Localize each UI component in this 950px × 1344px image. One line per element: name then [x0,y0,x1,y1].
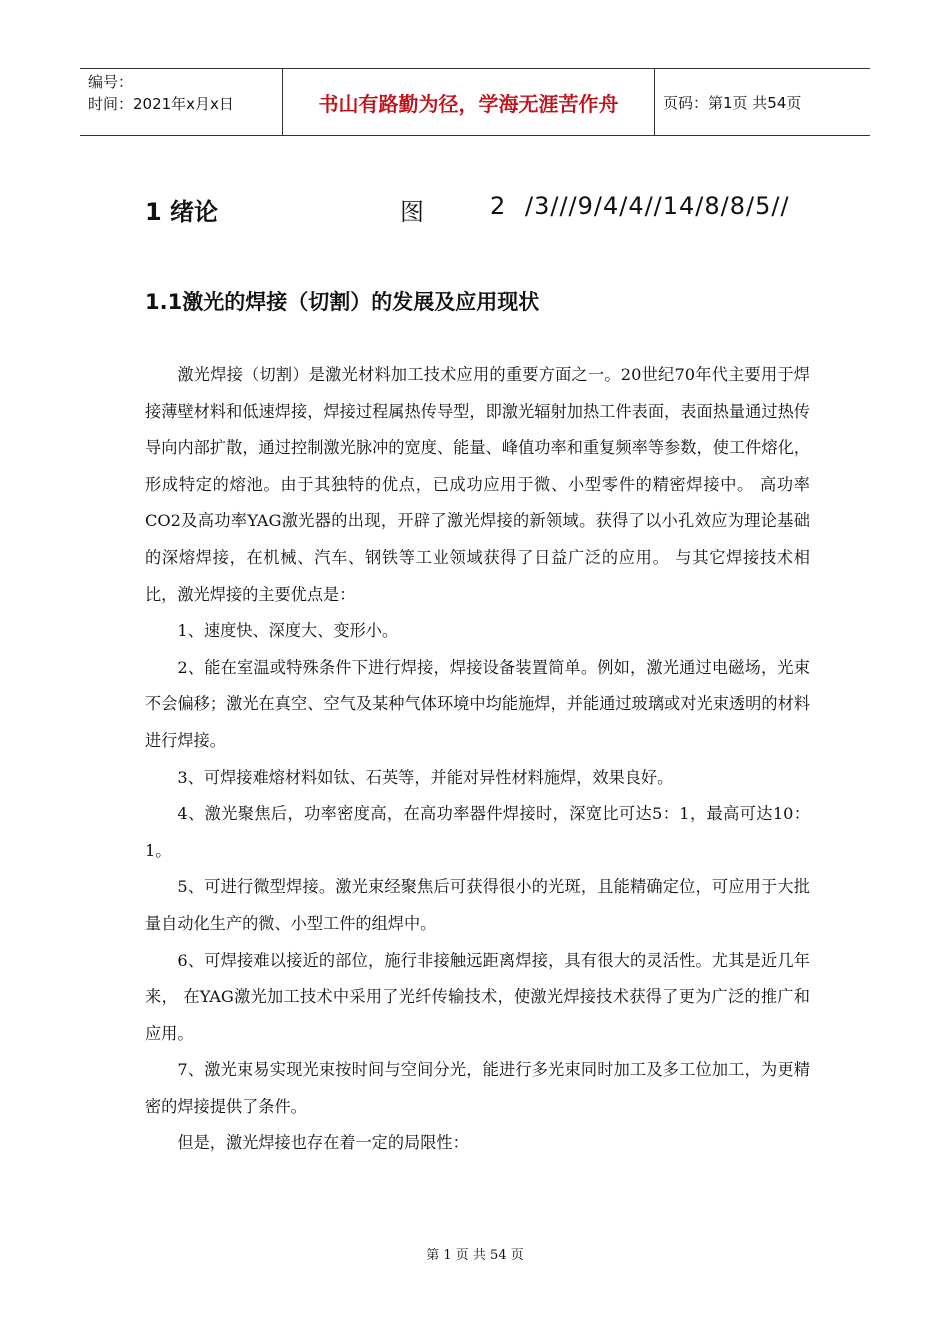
number-label: 编号： [88,73,134,91]
paragraph: 1、速度快、深度大、变形小。 [177,621,399,641]
chapter-heading [145,192,845,232]
paragraph: 7、激光束易实现光束按时间与空间分光，能进行多光束同时加工及多工位加工，为更精密的焊接提供了条件。 [145,1060,810,1116]
page-footer: 第 1 页 共 54 页 [426,1248,524,1263]
figure-code: /3///9/4/4//14/8/8/5// [525,192,790,220]
date-line: 时间：2021年x月x日 [88,95,234,113]
paragraph: 6、可焊接难以接近的部位，施行非接触远距离焊接，具有很大的灵活性。尤其是近几年来， 在YAG激光加工技术中采用了光纤传输技术，使激光焊接技术获得了更为广泛的推广和应用。 [145,950,810,1043]
figure-label: 图 [400,198,424,226]
chapter-title: 1 绪论 [145,198,219,226]
page-info: 页码：第1页 共54页 [663,93,802,112]
document-header [80,68,870,136]
body-text [145,357,810,1162]
header-motto-cell [283,69,655,135]
paragraph: 但是，激光焊接也存在着一定的局限性： [177,1133,469,1153]
motto-text: 书山有路勤为径，学海无涯苦作舟 [318,91,619,116]
section-heading: 1.1激光的焊接（切割）的发展及应用现状 [145,290,540,314]
header-meta-cell [80,69,283,135]
paragraph: 4、激光聚焦后，功率密度高，在高功率器件焊接时，深宽比可达5：1，最高可达10：1。 [145,804,810,860]
paragraph: 3、可焊接难熔材料如钛、石英等，并能对异性材料施焊，效果良好。 [177,767,674,787]
figure-number: 2 [490,192,506,220]
paragraph: 2、能在室温或特殊条件下进行焊接，焊接设备装置简单。例如，激光通过电磁场，光束不会偏移；激光在真空、空气及某种气体环境中均能施焊，并能通过玻璃或对光束透明的材料进行焊接。 [145,657,810,750]
paragraph: 5、可进行微型焊接。激光束经聚焦后可获得很小的光斑，且能精确定位，可应用于大批量自动化生产的微、小型工件的组焊中。 [145,877,810,933]
header-page-cell [655,69,870,135]
paragraph: 激光焊接（切割）是激光材料加工技术应用的重要方面之一。20世纪70年代主要用于焊接薄壁材料和低速焊接，焊接过程属热传导型，即激光辐射加热工件表面，表面热量通过热传导向内部扩散，通过控制激光脉冲的宽度、能量、峰值功率和重复频率等参数，使工件熔化，形成特定的熔池。由于其独特的优点，已成功应用于微、小型零件的精密焊接中。 高功率CO2及高功率YAG激光器的出现，开辟了激光焊接的新领域。获得了以小孔效应为理论基础的深熔焊接，在机械、汽车、钢铁等工业领域获得了日益广泛的应用。 与其它焊接技术相比，激光焊接的主要优点是： [145,365,810,604]
